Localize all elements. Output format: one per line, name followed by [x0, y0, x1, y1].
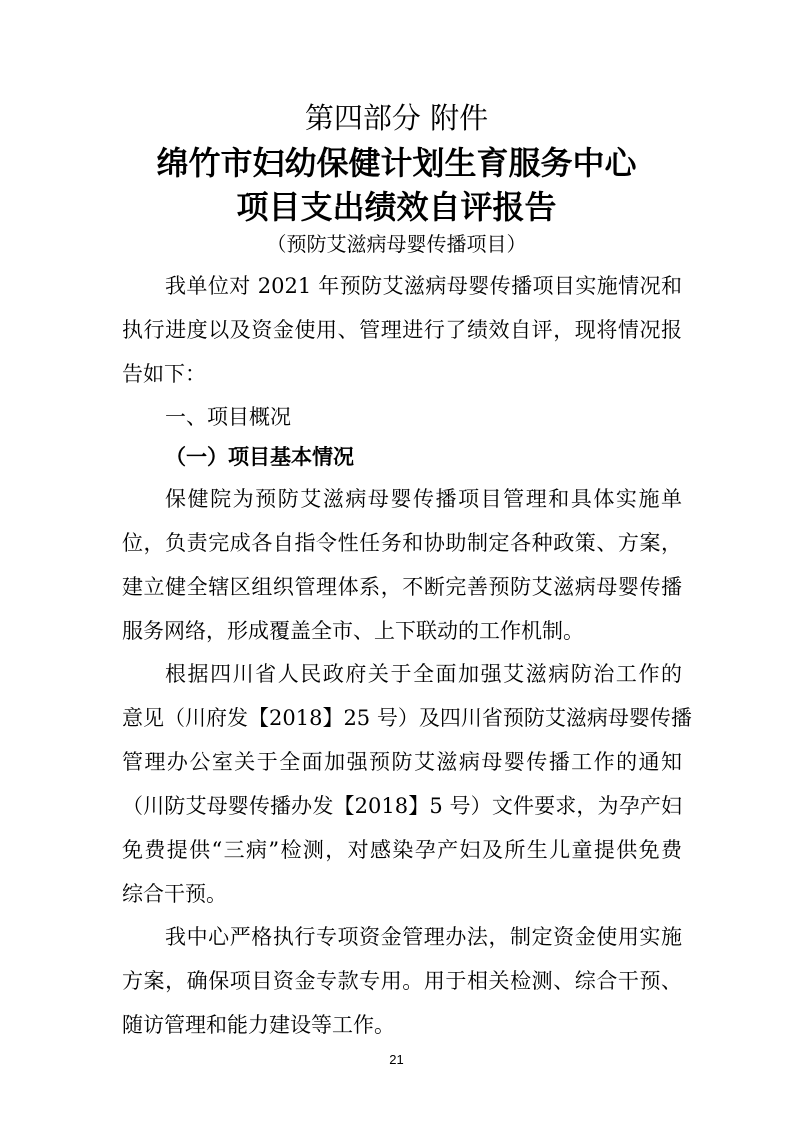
page-number: 21: [389, 1052, 404, 1067]
paragraph-line: 根据四川省人民政府关于全面加强艾滋病防治工作的: [165, 662, 682, 686]
part-title: 第四部分 附件: [304, 101, 489, 135]
paragraph-line: 我中心严格执行专项资金管理办法，制定资金使用实施: [165, 925, 682, 949]
intro-line: 我单位对 2021 年预防艾滋病母婴传播项目实施情况和: [165, 274, 682, 298]
paragraph-line: 建立健全辖区组织管理体系，不断完善预防艾滋病母婴传播: [122, 575, 682, 599]
subsection-heading: （一）项目基本情况: [165, 444, 354, 469]
paragraph-line: 方案，确保项目资金专款专用。用于相关检测、综合干预、: [122, 969, 682, 993]
paragraph-line: 意见（川府发【2018】25 号）及四川省预防艾滋病母婴传播: [122, 706, 692, 730]
paragraph-line: 综合干预。: [122, 882, 227, 906]
paragraph-line: 保健院为预防艾滋病母婴传播项目管理和具体实施单: [165, 487, 682, 511]
intro-line: 执行进度以及资金使用、管理进行了绩效自评，现将情况报: [122, 318, 682, 342]
intro-line: 告如下：: [122, 362, 206, 386]
paragraph-line: （川防艾母婴传播办发【2018】5 号）文件要求，为孕产妇: [122, 794, 682, 818]
report-subtitle: （预防艾滋病母婴传播项目）: [266, 232, 527, 256]
paragraph-line: 管理办公室关于全面加强预防艾滋病母婴传播工作的通知: [122, 750, 682, 774]
paragraph-line: 服务网络，形成覆盖全市、上下联动的工作机制。: [122, 619, 584, 643]
paragraph-line: 随访管理和能力建设等工作。: [122, 1013, 395, 1037]
paragraph-line: 位，负责完成各自指令性任务和协助制定各种政策、方案，: [122, 531, 682, 555]
report-title-line-1: 绵竹市妇幼保健计划生育服务中心: [156, 144, 637, 182]
section-heading: 一、项目概况: [165, 405, 291, 429]
paragraph-line: 免费提供“三病”检测，对感染孕产妇及所生儿童提供免费: [122, 838, 682, 862]
report-title-line-2: 项目支出绩效自评报告: [236, 188, 557, 226]
